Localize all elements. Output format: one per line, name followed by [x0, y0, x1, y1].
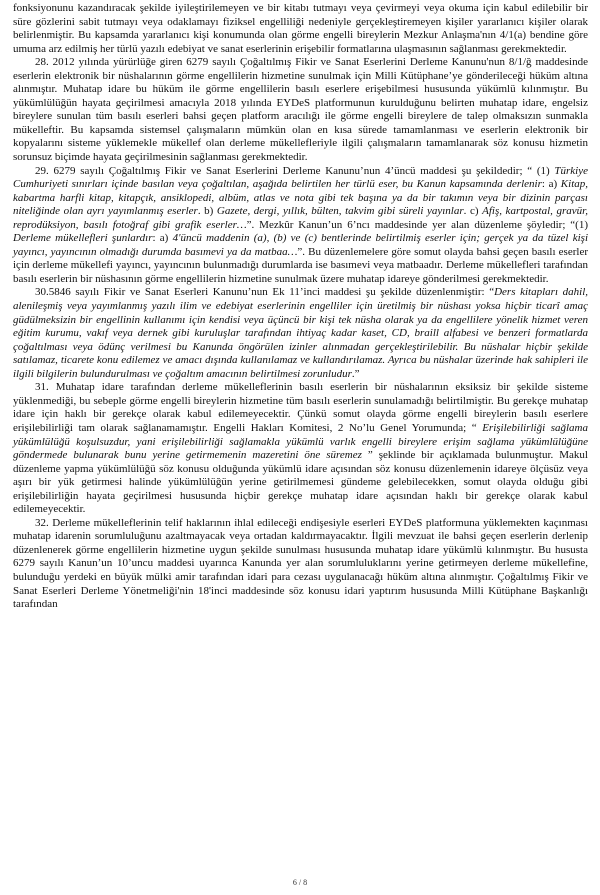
paragraph-28 [13, 56, 588, 164]
body-text: 30.5846 sayılı Fikir ve Sanat Eserleri Kanunu’nun Ek 11’inci maddesi şu şekilde düzenlenmiştir: “ [35, 286, 495, 299]
paragraph-29 [13, 165, 588, 287]
paragraph-31 [13, 381, 588, 516]
body-text: 28. 2012 yılında yürürlüğe giren 6279 sayılı Çoğaltılmış Fikir ve Sanat Eserlerini Derleme Kanunu'nun 8/1/ğ maddesinde eserlerin elektronik bir nüshalarının görme engellilerin hizmetine sunulmak için Milli Kütüphane’ye gönderileceği hüküm altına alınmıştır. Muhatap idare bu hüküm ile görme engellilerin basılı eserlere erişebilmesi hususunda yükümlü kılınmıştır. Bu yükümlülüğün hayata geçirilmesi amacıyla 2018 yılında EYDeS platformunun kurulduğunu belirten muhatap idare, engelsiz bireylere sunulan tüm basılı eserleri bahsi geçen platform aracılığı ile görme engelli bireylere de talep olmaksızın sunmakla mükelleftir. Bu kapsamda sistemsel çalışmaların mümkün olan en kısa sürede tamamlanması ve eserlerin elektronik bir kopyalarını sisteme yüklemekle mükellef olan derleme mükellefleriyle ilgili çalışmaların tamamlanarak söz konusu hizmetin sorunsuz biçimde hayata geçirilmesinin sağlanması gerekmektedir. [13, 56, 588, 164]
body-text: ”. Bu düzenlemelere göre somut olayda bahsi geçen basılı eserler için derleme mükellefi yayıncı, yayıncının bulunmadığı durumlarda ise basımevi veya matbaadır. Derleme mükellefleri tarafından basılı eserlerin bir nüshasının görme engellilerin hizmetine sunulmak üzere muhatap idareye gönderilmesi gerekmektedir. [13, 245, 588, 285]
quoted-legal-text: Türkiye Cumhuriyeti sınırları içinde basılan veya çoğaltılan, aşağıda belirtilen her türlü eser, bu Kanun kapsamında derlenir [13, 164, 588, 191]
body-text: 29. 6279 sayılı Çoğaltılmış Fikir ve Sanat Eserlerini Derleme Kanunu’nun 4’üncü maddesi şu şekildedir; “ (1) [35, 164, 555, 177]
body-text: ” şeklinde bir açıklamada bulunmuştur. Makul düzenleme yapma yükümlülüğü söz konusu olduğunda yükümlü idare açısından söz konusu düzenlemenin idareye ölçüsüz veya aşırı bir yük getirmesi halinde yükümlülüğün yerine getirilmemesi gündeme gelebilecekken, somut olayda olduğu gibi erişilebilirliğin hayata geçirilmesi hususunda hiçbir gerekçe muhatap idare açısından haklı bir gerekçe olarak kabul edilemeyecektir. [13, 449, 588, 516]
body-text: : a) [152, 232, 173, 245]
body-text: 31. Muhatap idare tarafından derleme mükelleflerinin basılı eserlerin bir nüshalarının eksiksiz bir şekilde sisteme yüklenmediği, bu sebeple görme engelli bireylerin hizmetine tüm basılı eserlerin sunulamadığı belirtilmiştir. Bu gerekçe muhatap idare için haklı bir gerekçe olarak kabul edilemeyecektir. Çünkü somut olayda görme engelli bireylerin basılı eserlere erişilebilirliği tam olarak sağlanamamıştır. Engelli Hakları Komitesi, 2 No’lu Genel Yorumunda; “ [13, 381, 588, 434]
body-text: . c) [463, 205, 483, 218]
body-text: 32. Derleme mükelleflerinin telif haklarının ihlal edileceği endişesiyle eserleri EYDeS platformuna yüklemekten kaçınması muhatap idarenin sorumluluğunu azaltmayacak veya ortadan kaldırmayacaktır. İlgili mevzuat ile bahsi geçen eserlerin derlenip düzenlenerek görme engellilerin hizmetine uygun şekilde sunulması hususunda muhatap idare yükümlü kılınmıştır. Bu hususta 6279 sayılı Kanun’un 10’uncu maddesi uyarınca Kanunda yer alan sorumluluklarını yerine getirmeyen derleme mükellefine, bulunduğu yerdeki en büyük mülki amir tarafından idari para cezası uygulanacağı hüküm altına alınmıştır. Çoğaltılmış Fikir ve Sanat Eserleri Derleme Yönetmeliği'nin 18'inci maddesinde söz konusu idari yaptırım hususunda Milli Kütüphane Başkanlığı tarafından [13, 516, 588, 611]
paragraph-30 [13, 286, 588, 381]
quoted-legal-text: 4'üncü maddenin (a), (b) ve (c) bentlerinde belirtilmiş eserler için; gerçek ya da tüzel kişi yayıncı, yayıncının olmadığı durumda basımevi ya da matbaa… [13, 232, 589, 258]
quoted-legal-text: Gazete, dergi, yıllık, bülten, takvim gibi süreli yayınlar [216, 205, 464, 218]
body-text: . b) [197, 205, 217, 218]
quoted-legal-text: Erişilebilirliği sağlama yükümlülüğü koşulsuzdur, yani erişilebilirliği sağlamakla yükümlü varlık engelli bireylere erişim sağlama yükümlülüğüne göndermede bulunarak bunu yerine getirmemenin mazeretini öne süremez [13, 421, 589, 462]
body-text: fonksiyonunu kazandıracak şekilde iyileştirilemeyen ve bir kitabı tutmayı veya çevirmeyi veya okuma için kabul edilebilir bir süre gözlerini sabit tutmayı veya odaklamayı fiziksel engelliliği nedeniyle gerçekleştiremeyen kişiler yararlanıcı kişiler olarak belirlenmiştir. Bu kapsamda yararlanıcı kişi konumunda olan görme engelli bireylerin Mezkur Anlaşma'nın 4/1(a) bendine göre umuma arz edilmiş her türlü yazılı edebiyat ve sanat eserlerinin erişebilir formatlarına ulaşmasının sağlanması gerekmektedir. [13, 2, 588, 55]
quoted-legal-text: Derleme mükellefleri şunlardır [13, 232, 153, 245]
body-text: : a) [541, 178, 561, 191]
quoted-legal-text: Afiş, kartpostal, gravür, reprodüksiyon, basılı fotoğraf gibi grafik eserler… [13, 205, 588, 231]
paragraph-32 [13, 517, 588, 612]
document-body [13, 2, 588, 612]
paragraph-intro [13, 2, 588, 56]
quoted-legal-text: Kitap, kabartma harfli kitap, kitapçık, ansiklopedi, albüm, atlas ve nota gibi tek başına ya da bir takımın veya bir dizinin parçası niteliğinde olan ayrı yayımlanmış eserler [13, 178, 588, 218]
body-text: .” [351, 367, 360, 380]
quoted-legal-text: Ders kitapları dahil, alenileşmiş veya yayımlanmış yazılı ilim ve edebiyat eserlerinin engelliler için üretilmiş bir nüshası yoksa hiçbir ticarî amaç güdülmeksizin bir engellinin kullanımı için kendisi veya üçüncü bir kişi tek nüsha olarak ya da engellilere yönelik hizmet veren eğitim kurumu, vakıf veya dernek gibi kuruluşlar tarafından ihtiyaç kadar kaset, CD, braill alfabesi ve benzeri formatlarda çoğaltılması veya ödünç verilmesi bu Kanunda öngörülen izinler alınmadan gerçekleştirilebilir. Bu nüshalar hiçbir şekilde satılamaz, ticarete konu edilemez ve amacı dışında kullanılamaz ve kullandırılamaz. Ayrıca bu nüshalar üzerinde hak sahipleri ile ilgili bilgilerin bulundurulması ve çoğaltım amacının belirtilmesi zorunludur [13, 286, 588, 380]
body-text: ”. Mezkûr Kanun’un 6’ncı maddesinde yer alan düzenleme şöyledir; “(1) [246, 218, 588, 231]
page-number: 6 / 8 [292, 878, 308, 887]
